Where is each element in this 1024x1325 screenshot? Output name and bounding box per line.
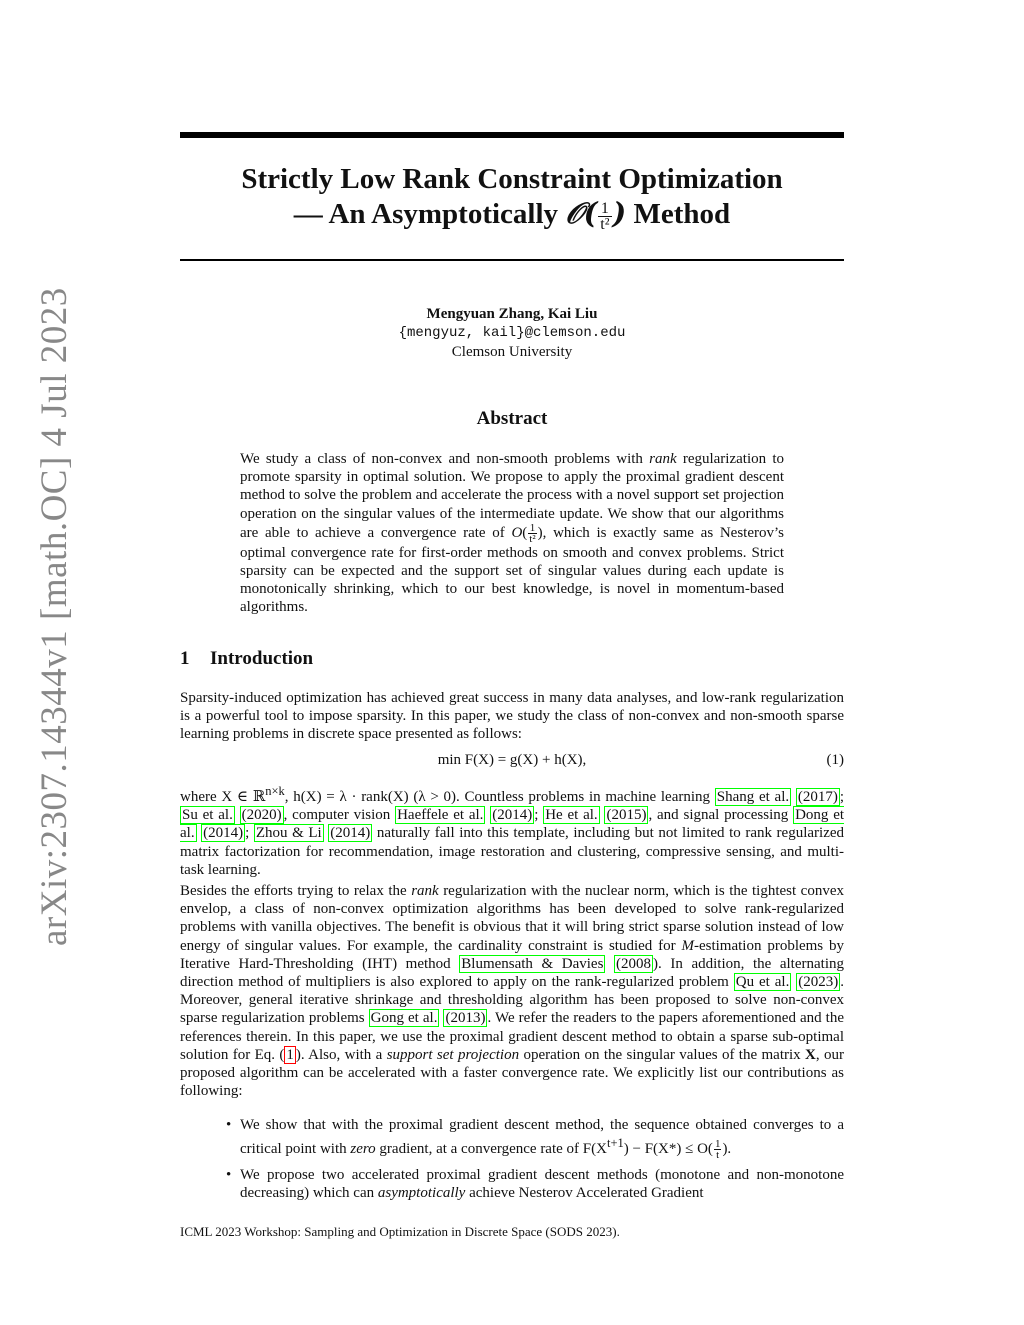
citation-year-link[interactable]: (2008	[616, 955, 652, 972]
intro-paragraph-3: Besides the efforts trying to relax the rank regularization with the nuclear norm, which is the tightest convex envelop, a class of non-convex optimization algorithms has been developed to solve rank-regularized problems with vanilla objectives. The benefit is obvious that it will bring strict sparse solution instead of low energy of singular values. For example, the cardinality constraint is studied for M-estimation problems by Iterative Hard-Thresholding (IHT) method Blumensath & Davies (2008 ). In addition, the alternating direction method of multipliers is also explored to apply on the rank-regularized problem Qu et al. (2023) . Moreover, general iterative shrinkage and thresholding algorithm has been proposed to solve non-convex sparse regularization problems Gong et al. (2013) . We refer the readers to the papers aforementioned and the references therein. In this paper, we use the proximal gradient descent method to obtain a sparse sub-optimal solution for Eq. ( 1 ). Also, with a support set projection operation on the singular values of the matrix X, our proposed algorithm can be accelerated with a faster convergence rate. We explicitly list our contributions as following:	[180, 883, 845, 1100]
title-line-2: — An Asymptotically 𝒪( $\frac{1}{\text{t²}}$ ) Method	[293, 196, 731, 233]
contributions-list	[226, 1116, 844, 1209]
abstract-fraction: $\frac{1}{\text{t²}}$	[529, 521, 536, 545]
title-line-1: Strictly Low Rank Constraint Optimization	[241, 163, 783, 195]
citation-year-link[interactable]: (2020)	[241, 807, 282, 824]
citation-link[interactable]: Blumensath & Davies	[461, 955, 604, 972]
section-heading-introduction: 1 Introduction	[180, 648, 314, 669]
citation-link[interactable]: Gong et al.	[370, 1010, 438, 1027]
author-affiliation: Clemson University	[451, 344, 573, 360]
citation-year-link[interactable]: (2014)	[203, 825, 244, 842]
intro-paragraph-1: Sparsity-induced optimization has achieved great success in many data analyses, and low-rank regularization is a powerful tool to impose sparsity. In this paper, we study the class of non-convex and non-smooth sparse learning problems in discrete space presented as follows:	[180, 690, 844, 743]
equation-1-content: min F(X) = g(X) + h(X),	[437, 752, 587, 768]
citation-year-link[interactable]: (2014)	[492, 807, 533, 824]
citation-link[interactable]: Dong et al.	[180, 807, 845, 842]
list-item: • We propose two accelerated proximal gradient descent methods (monotone and non-monotone decreasing) which can asymptotically achieve Nesterov Accelerated Gradient	[226, 1166, 844, 1202]
author-block	[180, 305, 844, 362]
citation-link[interactable]: Qu et al.	[735, 974, 790, 991]
title-top-rule	[180, 132, 844, 138]
citation-link[interactable]: Su et al.	[182, 807, 233, 824]
equation-1	[180, 752, 844, 769]
citation-link[interactable]: Zhou & Li	[255, 825, 322, 842]
arxiv-stamp: arXiv:2307.14344v1 [math.OC] 4 Jul 2023	[34, 287, 75, 946]
citation-year-link[interactable]: (2017)	[797, 789, 838, 805]
citation-link[interactable]: Shang et al.	[716, 789, 790, 805]
author-email: {mengyuz, kail}@clemson.edu	[398, 325, 626, 341]
paper-title	[180, 162, 844, 232]
author-names: Mengyuan Zhang, Kai Liu	[426, 306, 598, 322]
citation-year-link[interactable]: (2015)	[606, 807, 647, 824]
citation-link[interactable]: He et al.	[545, 807, 598, 824]
equation-1-number: (1)	[826, 752, 844, 768]
intro-paragraph-2: where X ∈ ℝ$^{n\times k}$, h(X) = λ · rank(X) (λ > 0). Countless problems in machine learning Shang et al. (2017) ; Su et al. (2020) , computer vision Haeffele et al. (2014) ; He et al. (2015) , and signal processing Dong et al. (2014) ; Zhou & Li (2014) naturally fall into this template, including but not limited to rank regularized matrix factorization for recommendation, image restoration and clustering, compressive sensing, and multi-task learning.	[180, 784, 845, 878]
citation-year-link[interactable]: (2023)	[798, 974, 839, 991]
list-item: • We show that with the proximal gradient descent method, the sequence obtained converges to a critical point with zero gradient, at a convergence rate of $F(X^{t+1}) - F(X*) \le O$( $\frac{1}{t}$ ).	[226, 1116, 844, 1160]
title-bottom-rule	[180, 259, 844, 261]
title-line-2-suffix: Method	[626, 198, 731, 230]
bullet-fraction: $\frac{1}{t}$	[714, 1138, 721, 1162]
big-o-symbol: 𝒪(	[565, 196, 598, 230]
title-fraction: $\frac{1}{\text{t²}}$	[600, 199, 610, 233]
citation-year-link[interactable]: (2014)	[330, 825, 371, 842]
abstract-text: We study a class of non-convex and non-smooth problems with rank regularization to promote sparsity in optimal solution. We propose to apply the proximal gradient descent method to solve the problem and accelerate the process with a novel support set projection operation on the singular values of the intermediate update. We show that our algorithms are able to achieve a convergence rate of O( $\frac{1}{\text{t²}}$ ), which is exactly same as Nesterov’s optimal convergence rate for first-order methods on smooth and convex problems. Strict sparsity can be expected and the support set of singular values during each update is monotonically shrinking, which to our best knowledge, is novel in momentum-based algorithms.	[240, 451, 784, 616]
title-line-2-prefix: — An Asymptotically	[293, 198, 566, 230]
equation-ref-link[interactable]: 1	[286, 1046, 294, 1063]
citation-link[interactable]: Haeffele et al.	[397, 807, 484, 824]
citation-year-link[interactable]: (2013)	[445, 1010, 486, 1027]
abstract-heading: Abstract	[476, 408, 548, 429]
footer-venue: ICML 2023 Workshop: Sampling and Optimization in Discrete Space (SODS 2023).	[180, 1224, 620, 1239]
